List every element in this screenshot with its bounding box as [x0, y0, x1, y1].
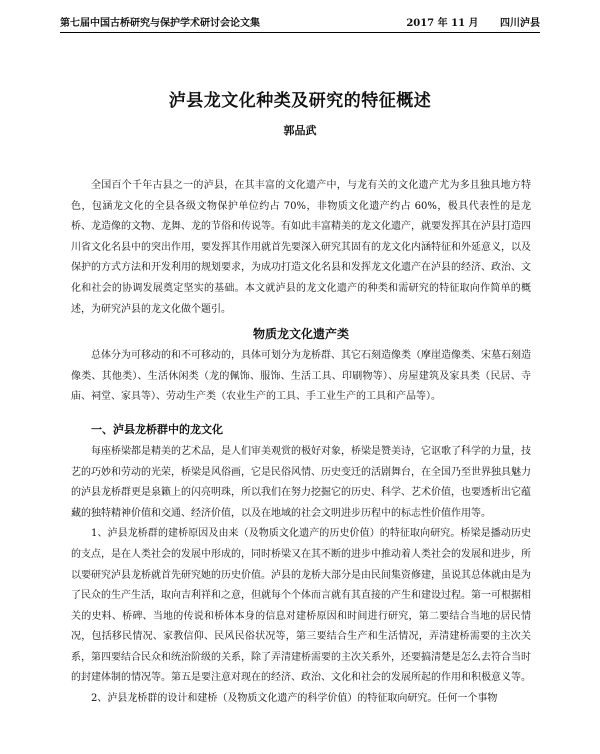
design-paragraph: 2、泸县龙桥群的设计和建桥（及物质文化遗产的科学价值）的特征取向研究。任何一个事物 [91, 693, 498, 705]
conference-title: 第七届中国古桥研究与保护学术研讨会论文集 [60, 17, 260, 29]
section-title: 物质龙文化遗产类 [252, 327, 349, 342]
article-author: 郭品武 [283, 124, 317, 137]
history-paragraph: 1、泸县龙桥群的建桥原因及由来（及物质文化遗产的历史价值）的特征取向研究。桥梁是播动历史的支点，是在人类社会的发展中形成的，同时桥梁又在其不断的进步中推动着人类社会的发展和进步，所以要研究泸县龙桥就首先研究她的历史价值。泸县的龙桥大部分是由民间集资修建，虽说其总体就由是为了民众的生产生活，取向吉利祥和之意，但就每个个体而言就有其直接的产生和建设过程。第一可根据相关的史料、桥碑、当地的传说和桥体本身的信息对建桥原因和时间进行研究，第二要结合当地的居民情况，包括移民情况、家教信仰、民风民俗状况等，第三要结合生产和生活情况，弄清建桥需要的主次关系，第四要结合民众和统治阶级的关系，除了弄清建桥需要的主次关系外，还要搞清楚是怎么去符合当时的封建体制的情况等。第五是要注意对现在的经济、政治、文化和社会的发展所起的作用和积极意义等。 [71, 528, 531, 684]
intro-paragraph: 全国百个千年古县之一的泸县，在其丰富的文化遗产中，与龙有关的文化遗产尤为多且独具地方特色，包涵龙文化的全县各级文物保护单位约占 70%，非物质文化遗产约占 60%，极具代表性的是龙桥、龙造像的文物、龙舞、龙的节俗和传说等。有如此丰富精美的龙文化遗产，就要发挥其在泸县打造四川省文化名县中的突出作用，要发挥其作用就首先要深入研究其固有的龙文化内涵特征和外延意义，以及保护的方式方法和开发利用的规划要求，为成功打造文化名县和发挥龙文化遗产在泸县的经济、政治、文化和社会的协调发展奠定坚实的基础。本文就泸县的龙文化遗产的种类和需研究的特征取向作简单的概述，为研究泸县的龙文化做个题引。 [71, 180, 531, 315]
article-title: 泸县龙文化种类及研究的特征概述 [168, 91, 432, 111]
header-location: 四川泸县 [500, 17, 540, 29]
bridge-value-paragraph: 每座桥梁都是精美的艺术品，是人们审美观赏的极好对象，桥梁是赞美诗，它讴歌了科学的力量，技艺的巧妙和劳动的光荣，桥梁是风俗画，它是民俗风情、历史变迁的活剧舞台，在全国乃至世界独具魅力的泸县龙桥群更是泉籁上的闪亮明珠，所以我们在努力挖掘它的历史、科学、艺术价值，也要透析出它蕴藏的独特精神价值和交通、经济价值，以及在地域的社会文明进步历程中的标志性价值作用等。 [71, 445, 531, 519]
header-rule [60, 32, 540, 33]
header-right [388, 14, 540, 29]
running-header [60, 12, 540, 30]
article-body [71, 176, 531, 710]
classification-paragraph: 总体分为可移动的和不可移动的，具体可划分为龙桥群、其它石刻造像类（摩崖造像类、宋墓石刻造像类、其他类）、生活休闲类（龙的佩饰、服饰、生活工具、印刷物等）、房屋建筑及家具类（民居、寺庙、祠堂、家具等）、劳动生产类（农业生产的工具、手工业生产的工具和产品等）。 [71, 350, 531, 403]
header-date: 2017 年 11 月 [406, 17, 479, 29]
subsection-title: 一、泸县龙桥群中的龙文化 [91, 422, 223, 436]
